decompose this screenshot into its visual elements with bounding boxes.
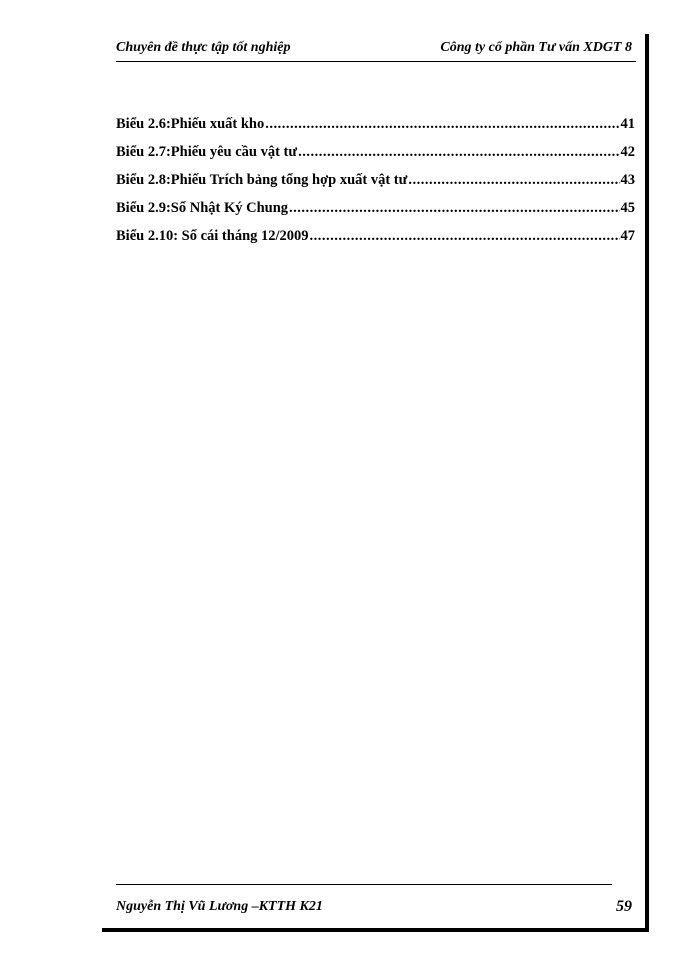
header-company-name: Công ty cổ phần Tư vấn XDGT 8 [440,40,632,55]
page-header [116,38,636,60]
toc-entry[interactable] [116,172,635,200]
footer-author: Nguyễn Thị Vũ Lương –KTTH K21 [116,899,323,914]
toc-entry[interactable] [116,144,635,172]
toc-entry-page: 47 [620,228,635,244]
header-document-title: Chuyên đề thực tập tốt nghiệp [116,40,291,55]
toc-dot-leader [289,200,619,217]
toc-dot-leader [310,228,620,245]
toc-entry-page: 42 [620,144,635,160]
toc-dot-leader [265,116,619,133]
toc-entry-title: Biểu 2.6:Phiếu xuất kho [116,116,265,132]
toc-dot-leader [408,172,619,189]
toc-entry-page: 41 [620,116,635,132]
toc-entry-title: Biểu 2.8:Phiếu Trích bảng tổng hợp xuất vật tư [116,172,408,188]
page-footer [116,899,636,921]
footer-divider [116,884,612,885]
toc-entry-title: Biểu 2.9:Sổ Nhật Ký Chung [116,200,289,216]
footer-page-number: 59 [616,898,632,915]
toc-entry[interactable] [116,200,635,228]
table-of-contents [116,116,635,256]
toc-entry[interactable] [116,116,635,144]
toc-entry-title: Biểu 2.7:Phiếu yêu cầu vật tư [116,144,298,160]
toc-entry-page: 43 [620,172,635,188]
header-divider [116,61,636,62]
toc-entry[interactable] [116,228,635,256]
toc-entry-page: 45 [620,200,635,216]
toc-dot-leader [298,144,619,161]
toc-entry-title: Biểu 2.10: Sổ cái tháng 12/2009 [116,228,309,244]
